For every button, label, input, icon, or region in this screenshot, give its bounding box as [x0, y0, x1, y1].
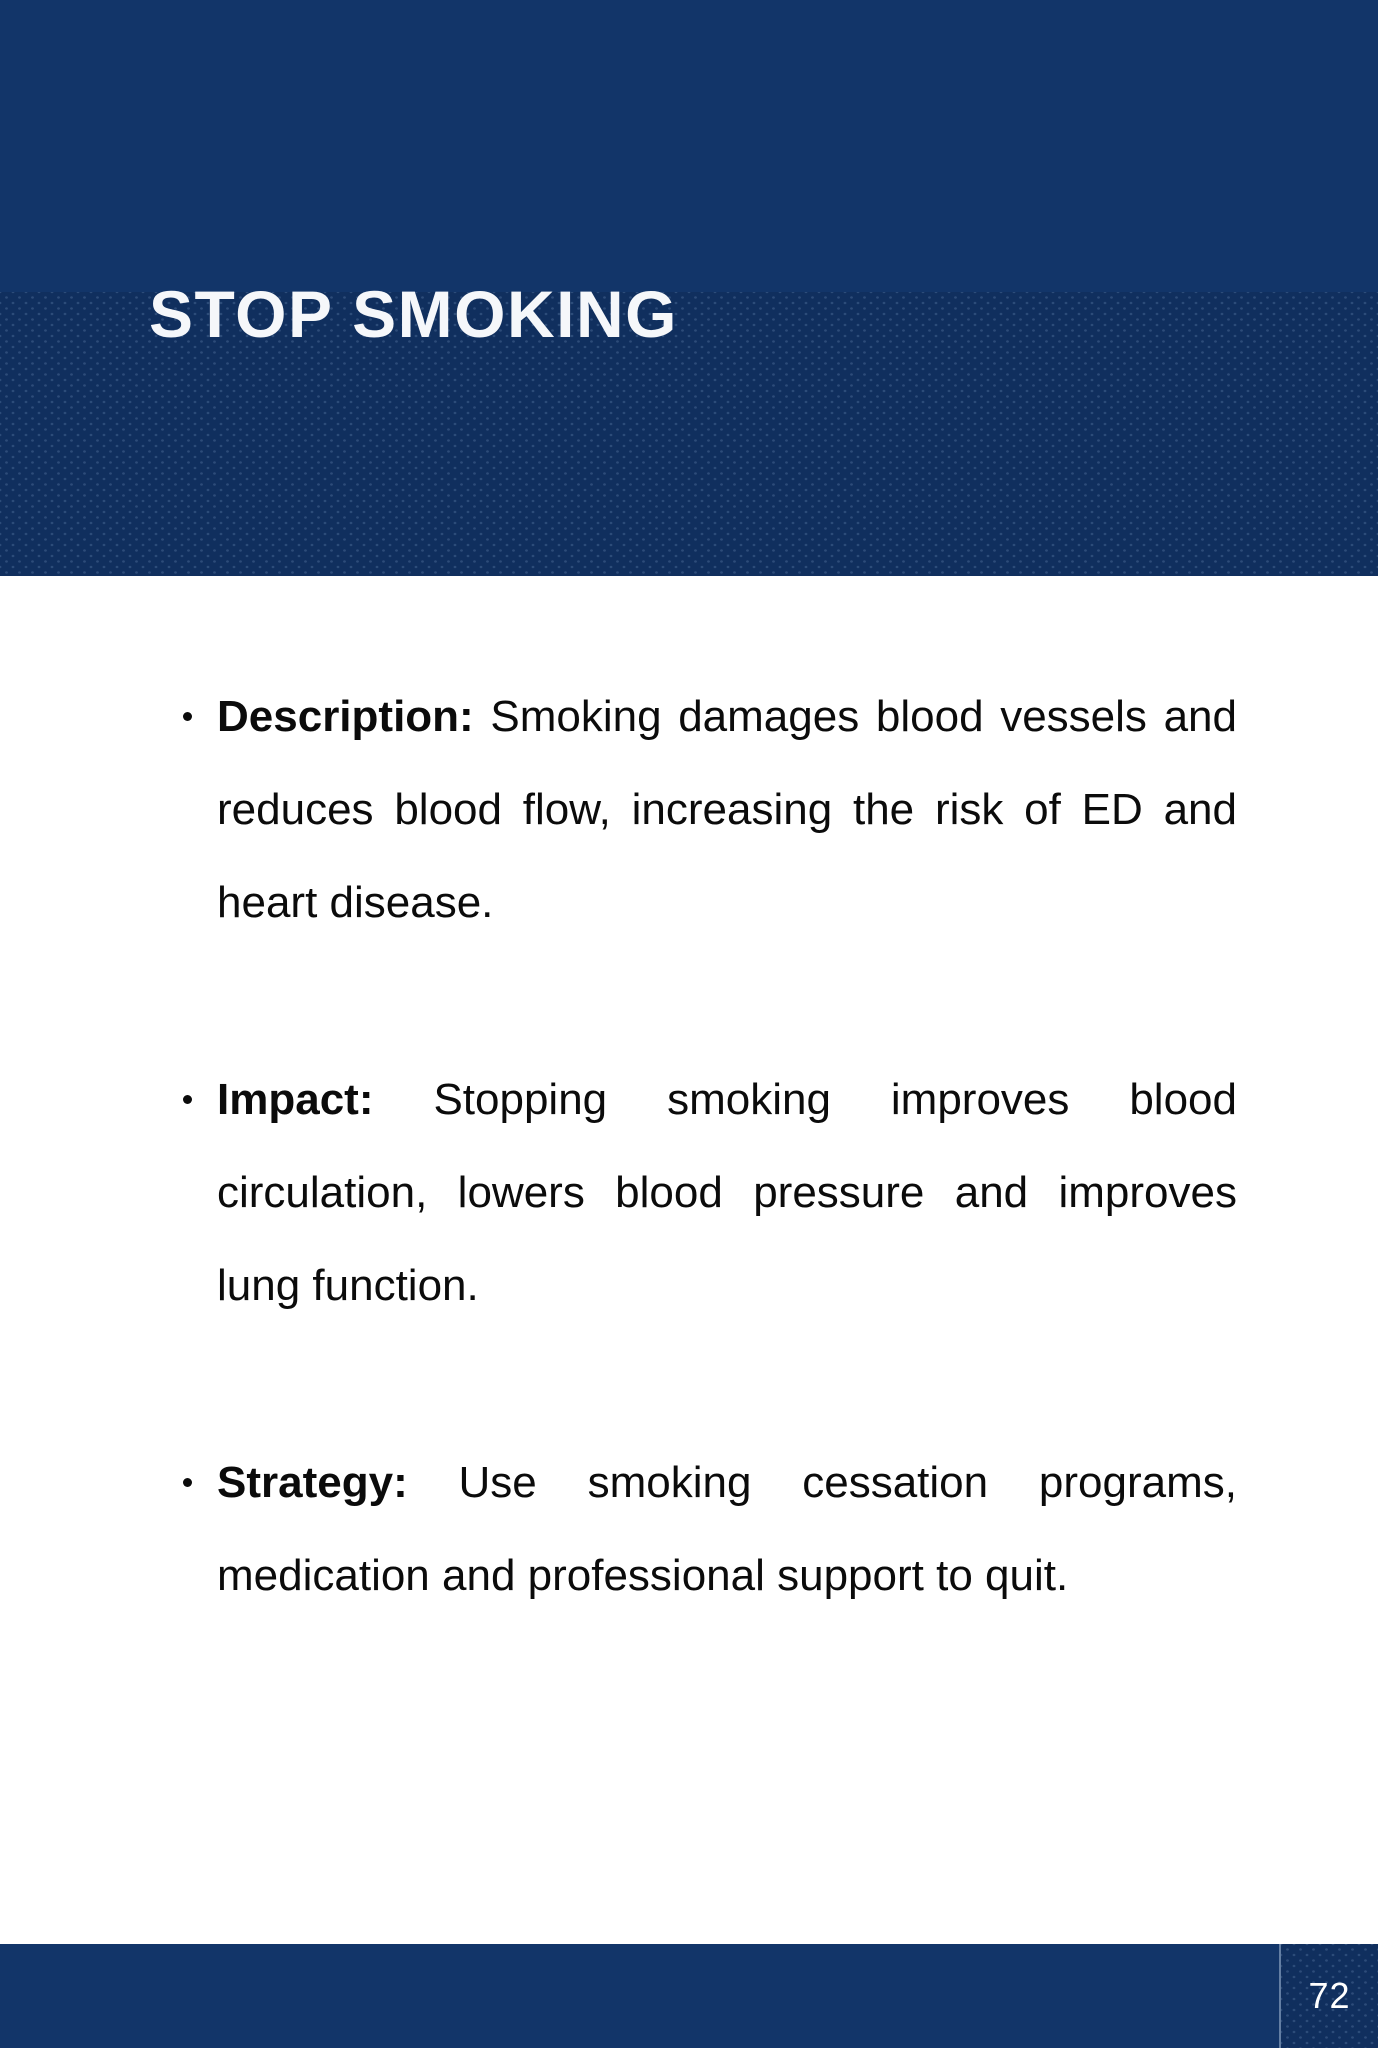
bullet-first-line: Strategy: Use smoking cessation programs, [217, 1458, 1237, 1507]
bullet-list [0, 576, 1378, 1622]
bullet-label: Impact: [217, 1075, 374, 1124]
bullet-line: reduces blood flow, increasing the risk of ED and [217, 785, 1237, 834]
bullet-icon [183, 1095, 192, 1104]
bullet-label: Description: [217, 692, 474, 741]
page-header [0, 0, 1378, 576]
bullet-first-line: Impact: Stopping smoking improves blood [217, 1075, 1237, 1124]
page-number: 72 [1308, 1975, 1351, 2016]
bullet-line: circulation, lowers blood pressure and improves [217, 1168, 1237, 1217]
page-title: STOP SMOKING [149, 277, 678, 351]
bullet-label: Strategy: [217, 1458, 408, 1507]
bullet-line: medication and professional support to quit. [217, 1551, 1069, 1600]
bullet-text [217, 1436, 1237, 1622]
list-item [217, 1436, 1237, 1622]
bullet-icon [183, 1478, 192, 1487]
bullet-line: heart disease. [217, 878, 494, 927]
page-number-panel [1281, 1944, 1378, 2048]
bullet-first-line: Description: Smoking damages blood vessels and [217, 692, 1237, 741]
page-footer [0, 1944, 1378, 2048]
bullet-text [217, 1053, 1237, 1332]
bullet-text [217, 670, 1237, 949]
list-item [217, 1053, 1237, 1332]
bullet-icon [183, 712, 192, 721]
list-item [217, 670, 1237, 949]
page-body [0, 576, 1378, 1944]
footer-bar [0, 1944, 1279, 2048]
bullet-line: lung function. [217, 1261, 479, 1310]
